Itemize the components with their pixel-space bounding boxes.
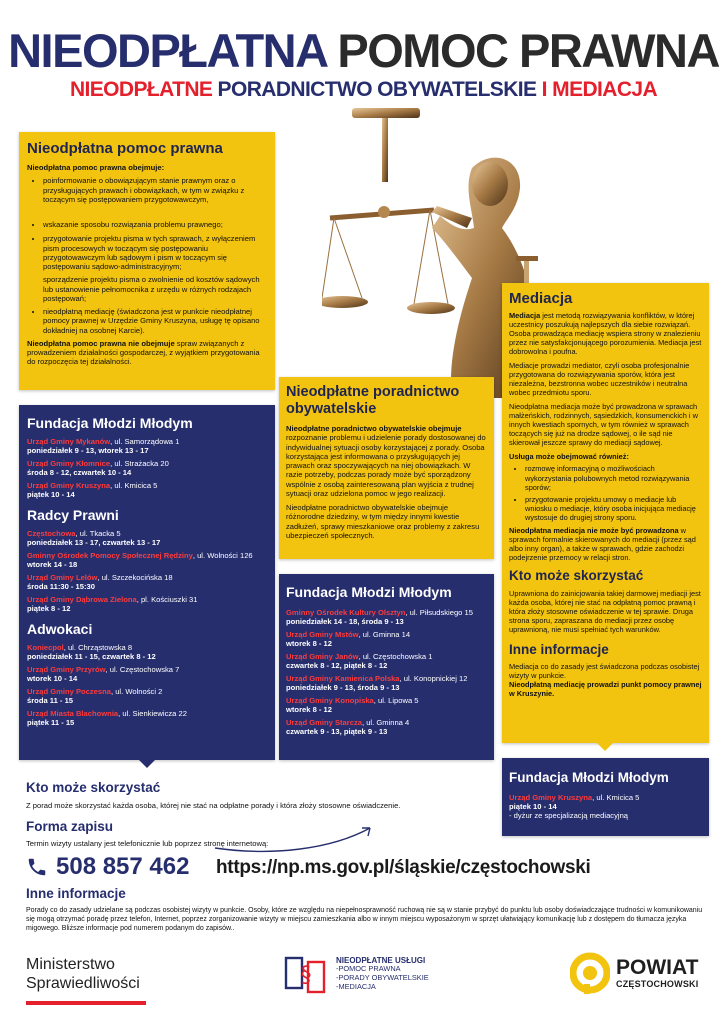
npp-exclusion-rest: spraw związanych z prowadzeniem działalności gospodarczej, z wyjątkiem przygotowania do rozpoczęcia tej działalności. [27,338,260,367]
location-hours: piątek 11 - 15 [27,718,75,727]
mediacja-paragraph-3: Nieodpłatna mediacja może być prowadzona w sprawach małżeńskich, rodzinnych, sąsiedzkich, konsumenckich i w innych kwestiach spornych, w tym również w sprawach toczących się już na drodze sądowej, o ile sąd nie skierował jeszcze sprawy do mediacji sądowej. [509,402,698,448]
list-item: • wskazanie sposobu rozwiązania problemu prawnego; [43,220,267,229]
powiat-emblem-icon [570,952,610,994]
location-hours: wtorek 8 - 12 [286,705,333,714]
location-hours: poniedziałek 14 - 18, środa 9 - 13 [286,617,404,626]
mediacja-inne-plain: Mediacja co do zasady jest świadczona podczas osobistej wizyty w punkcie. [509,661,700,680]
location-hours: poniedziałek 13 - 17, czwartek 13 - 17 [27,538,161,547]
location-name: Gminny Ośrodek Pomocy Społecznej Rędziny [27,551,193,560]
location-address: , ul. Konopnickiej 12 [399,674,468,683]
npp-card [19,132,275,390]
npo-card [279,377,494,559]
phone-number[interactable]: 508 857 462 [56,853,190,880]
location-address: , ul. Chrząstowska 8 [63,643,133,652]
mediacja-inne-text [509,662,702,698]
location-address: , ul. Częstochowska 1 [358,652,433,661]
location-address: , ul. Gminna 4 [361,718,410,727]
ministry-logo [26,955,156,1005]
title-part-a: NIEODPŁATNA [8,24,326,77]
location-name: Urząd Gminy Kruszyna [27,481,111,490]
location-address: , ul. Sienkiewicza 22 [118,709,187,718]
location-name: Urząd Gminy Przyrów [27,665,106,674]
npo-paragraph-1 [286,424,487,498]
location-hours: poniedziałek 9 - 13, środa 9 - 13 [286,683,400,692]
mediacja-services-list [509,464,702,521]
npp-list [27,176,267,271]
mediacja-services-intro: Usługa może obejmować również: [509,452,629,462]
phone-row [26,852,189,882]
bottom-inne-text: Porady co do zasady udzielane są podczas osobistej wizyty w punkcie. Osoby, które ze względu na niepełnosprawność ruchową nie są w stanie przybyć do punktu lub osoby doświadczające trudności w komunikowaniu się mogą otrzymać poradę przez telefon, Internet, poprzez zorganizowanie wizyty w miejscu zamieszkania albo w innym miejscu wyposażonym w sprzęt ułatwiający komunikację lub z dostępem do tłumacza języka migowego. Bliższe informacje pod numerem podanym do zapisów.. [26,907,703,932]
mediacja-inne-heading: Inne informacje [509,641,609,657]
mediacja-p1-bold: Mediacja [509,311,541,320]
mid-fundacja-heading: Fundacja Młodzi Młodym [286,584,452,600]
location-address: , ul. Kmicica 5 [110,481,158,490]
mediacja-p1-rest: jest metodą rozwiązywania konfliktów, w której uczestnicy poszukują najlepszych dla siebie rozwiązań. Osoba prowadząca mediację wspiera strony w znalezieniu przez nie satysfakcjonującego porozumienia. Mediacja jest dobrowolna i poufna. [509,311,702,357]
list-item [286,608,487,626]
mid-locations-card [279,574,494,760]
services-item: -POMOC PRAWNA [336,964,401,974]
list-item [286,630,487,648]
list-item [27,529,267,547]
location-address: , ul. Kmicica 5 [592,793,640,802]
location-address: , ul. Szczekocińska 18 [97,573,173,582]
location-address: , ul. Wolności 126 [192,551,253,560]
location-name: Urząd Gminy Mstów [286,630,359,639]
location-hours: piątek 8 - 12 [27,604,71,613]
location-address: , ul. Gminna 14 [358,630,411,639]
forma-text: Termin wizyty ustalany jest telefonicznie lub poprzez stronę internetową: [26,839,269,848]
phone-icon [26,856,48,878]
radcy-heading: Radcy Prawni [27,507,119,523]
location-name: Urząd Gminy Poczesna [27,687,111,696]
location-name: Urząd Miasta Blachownia [27,709,119,718]
mediacja-paragraph-2: Mediacje prowadzi mediator, czyli osoba profesjonalnie przygotowana do rozwiązywania sporów, która jest niezależna, bezstronna wobec uczestników i neutralna wobec przedmiotu sporu. [509,361,690,398]
location-name: Urząd Gminy Konopiska [286,696,374,705]
curved-arrow-icon [210,814,410,856]
npp-exclusion-bold: Nieodpłatna pomoc prawna nie obejmuje [27,338,175,348]
npp-intro: Nieodpłatna pomoc prawna obejmuje: [27,163,165,172]
mediacja-inne-bold: Nieodpłatną mediację prowadzi punkt pomocy prawnej w Kruszynie. [509,680,702,699]
location-name: Urząd Gminy Lelów [27,573,98,582]
subtitle-part-c: I [541,78,547,101]
npp-exclusion [27,339,267,367]
list-item: • rozmowę informacyjną o możliwościach wykorzystania polubownych metod rozwiązywania sporów; [525,464,702,491]
list-item [286,674,487,692]
mediacja-heading: Mediacja [509,290,573,307]
list-item [286,696,487,714]
ministry-red-bar [26,1001,146,1005]
list-item: • poinformowanie o obowiązującym stanie prawnym oraz o przysługujących prawach i obowiązkach, w tym w związku z toczącym się postępowaniem przygotowawczym, [43,176,267,204]
right-locations-card [502,758,709,836]
location-name: Koniecpol [27,643,64,652]
section-sign-icon [284,952,328,996]
list-item [509,793,702,820]
location-address: , pl. Kościuszki 31 [136,595,198,604]
list-item: • przygotowanie projektu pisma w tych sprawach, z wyłączeniem pism procesowych w toczącym się postępowaniu przygotowawczym lub sądowym i pism w toczącym się postępowaniu sądowo-administracyjnym; [43,234,267,271]
npo-p1-bold: Nieodpłatne poradnictwo obywatelskie obejmuje [286,424,462,433]
location-name: Urząd Gminy Janów [286,652,359,661]
left-card-pointer [139,760,155,768]
location-address: , ul. Wolności 2 [110,687,163,696]
list-item [286,718,487,736]
svg-text:§: § [300,963,312,988]
bottom-inne-heading: Inne informacje [26,886,126,901]
npp-heading: Nieodpłatna pomoc prawna [27,140,223,157]
forma-heading: Forma zapisu [26,819,114,834]
subtitle-part-a: NIEODPŁATNE [69,78,213,101]
mediacja-card-pointer [597,743,613,751]
list-item [27,573,267,591]
location-name: Urząd Gminy Dąbrowa Zielona [27,595,137,604]
adwokaci-heading: Adwokaci [27,621,93,637]
location-name: Urząd Gminy Mykanów [27,437,111,446]
location-hours: czwartek 9 - 13, piątek 9 - 13 [286,727,388,736]
location-name: Urząd Gminy Kłomnice [27,459,111,468]
location-hours: środa 11 - 15 [27,696,74,705]
list-item [27,687,267,705]
location-hours: poniedziałek 9 - 13, wtorek 13 - 17 [27,446,149,455]
npp-extra: sporządzenie projektu pisma o zwolnienie od kosztów sądowych lub ustanowienie pełnomocnika z urzędu w różnych rodzajach postępowań; [43,275,260,303]
npo-heading: Nieodpłatne poradnictwo obywatelskie [286,384,460,417]
page-title [0,26,727,76]
mediacja-paragraph-1 [509,311,702,356]
mediacja-p4-bold: Nieodpłatna mediacja nie może być prowadzona [509,525,679,535]
location-hours: wtorek 8 - 12 [286,639,333,648]
location-name: Częstochowa [27,529,76,538]
location-hours: wtorek 14 - 18 [27,560,78,569]
location-address: , ul. Częstochowska 7 [105,665,180,674]
subtitle-part-b: PORADNICTWO OBYWATELSKIE [217,78,537,101]
bottom-kto-text: Z porad może skorzystać każda osoba, której nie stać na odpłatne porady i która złoży stosowne oświadczenie. [26,801,401,810]
powiat-subname: CZĘSTOCHOWSKI [616,979,699,989]
npo-paragraph-2: Nieodpłatne poradnictwo obywatelskie obejmuje różnorodne dziedziny, w tym między innymi kwestie zadłużeń, sprawy mieszkaniowe oraz problemy z zakresu ubezpieczeń społecznych. [286,503,480,540]
services-item: -PORADY OBYWATELSKIE [336,973,429,983]
mediacja-kto-heading: Kto może skorzystać [509,567,644,583]
list-item: • nieodpłatną mediację (świadczona jest w punkcie nieodpłatnej pomocy prawnej w Urzędzie Gminy Kruszyna, usługę tę opisano dokładniej na osobnej Karcie). [43,307,267,335]
location-name: Gminny Ośrodek Kultury Olsztyn [286,608,406,617]
services-title: NIEODPŁATNE USŁUGI [336,955,426,965]
list-item: • przygotowanie projektu umowy o mediacje lub wniosku o mediacje, który osoba inicjująca mediację wystosuje do drugiej strony sporu. [525,495,702,522]
list-item [27,595,267,613]
website-url[interactable]: https://np.ms.gov.pl/śląskie/częstochowski [216,857,591,878]
location-name: Urząd Gminy Kamienica Polska [286,674,400,683]
list-item [27,437,267,455]
location-address: , ul. Samorządowa 1 [110,437,180,446]
list-item [27,709,267,727]
list-item [27,643,267,661]
location-address: , ul. Tkacka 5 [75,529,121,538]
location-name: Urząd Gminy Kruszyna [509,793,593,802]
left-locations-card [19,405,275,760]
location-hours: poniedziałek 11 - 15, czwartek 8 - 12 [27,652,156,661]
location-hours: wtorek 10 - 14 [27,674,78,683]
bottom-kto-heading: Kto może skorzystać [26,780,161,795]
services-item: -MEDIACJA [336,982,376,992]
location-note: - dyżur ze specjalizacją mediacyjną [509,811,629,820]
mediacja-paragraph-4 [509,526,702,562]
powiat-name: POWIAT [616,956,699,979]
list-item [286,652,487,670]
right-fundacja-heading: Fundacja Młodzi Młodym [509,770,669,785]
list-item [27,665,267,683]
list-item [27,481,267,499]
list-item [27,459,267,477]
mediacja-card [502,283,709,743]
location-hours: piątek 10 - 14 [509,802,557,811]
location-name: Urząd Gminy Starcza [286,718,362,727]
ministry-name-line-2: Sprawiedliwości [26,975,140,992]
ministry-name-line-1: Ministerstwo [26,956,115,973]
mediacja-p4-rest: w sprawach formalnie skierowanych do mediacji (przez sąd albo inny organ), a także w sprawach, gdzie zachodzi podejrzenie przemocy w relacji stron. [509,525,696,562]
location-hours: środa 11:30 - 15:30 [27,582,95,591]
location-hours: środa 8 - 12, czwartek 10 - 14 [27,468,132,477]
subtitle-part-d: MEDIACJA [552,78,658,101]
location-hours: czwartek 8 - 12, piątek 8 - 12 [286,661,388,670]
list-item [27,551,267,569]
mediacja-kto-text: Uprawniona do zainicjowania takiej darmowej mediacji jest każda osoba, której nie stać na odpłatną pomoc prawną i która złoży stosowne oświadczenie w tej sprawie. Druga strona sporu, zapraszana do mediacji przez osobę uprawnioną, nie musi spełniać tych warunków. [509,588,701,634]
npo-p1-rest: rozpoznanie problemu i udzielenie porady dostosowanej do indywidualnej sytuacji osoby korzystającej z porady. Osoba korzystająca jest informowana o przysługujących jej prawach oraz spoczywających na niej obowiązkach. W razie potrzeby, podczas porady może być sporządzony wspólnie z osobą zainteresowaną plan wyjścia z trudnej sytuacji oraz udzielona pomoc w jego realizacji. [286,433,486,498]
title-part-b: POMOC PRAWNA [337,24,719,77]
location-address: , ul. Strażacka 20 [110,459,169,468]
location-hours: piątek 10 - 14 [27,490,75,499]
powiat-logo [570,952,698,994]
location-address: , ul. Lipowa 5 [373,696,419,705]
location-address: , ul. Piłsudskiego 15 [405,608,473,617]
services-logo [284,952,429,996]
page-subtitle [0,78,727,102]
left-fundacja-heading: Fundacja Młodzi Młodym [27,415,193,431]
